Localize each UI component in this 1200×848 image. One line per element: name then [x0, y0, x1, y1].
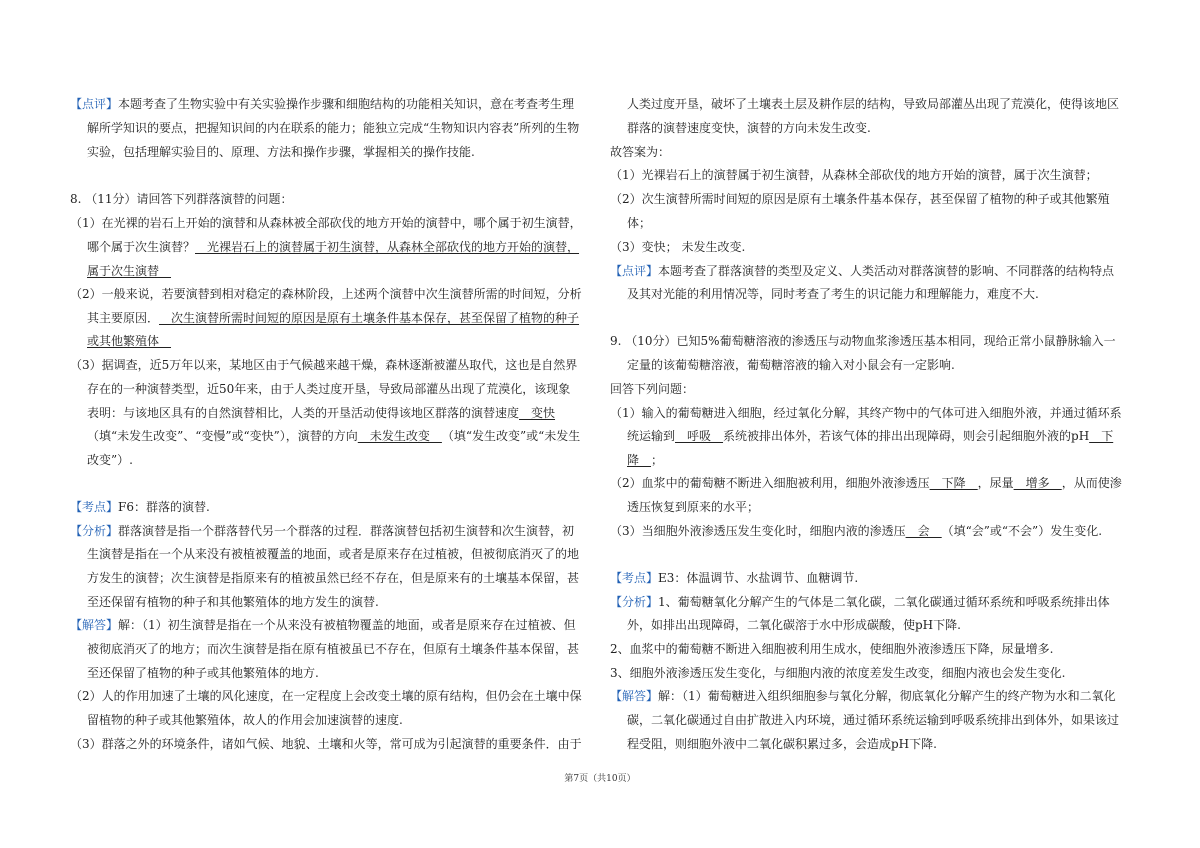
kaodian-text: E3：体温调节、水盐调节、血糖调节. [658, 571, 859, 585]
kaodian-text: F6：群落的演替. [118, 500, 210, 514]
question-9-title: 9. （10分）已知5%葡萄糖溶液的渗透压与动物血浆渗透压基本相同，现给正常小鼠静脉输入一 [610, 334, 1116, 348]
question-9-title: 定量的该葡萄糖溶液，葡萄糖溶液的输入对小鼠会有一定影响. [627, 358, 955, 372]
question-text: （3）当细胞外液渗透压发生变化时，细胞内液的渗透压 [610, 524, 906, 538]
answer-fill: __下降__ [929, 476, 978, 490]
question-8-part1 [87, 263, 171, 279]
analysis-tag: 【分析】 [610, 595, 659, 609]
analysis-line [70, 523, 574, 539]
solution-line [610, 688, 1116, 704]
analysis-text: 1、葡萄糖氧化分解产生的气体是二氧化碳，二氧化碳通过循环系统和呼吸系统排出体 [658, 595, 1110, 609]
question-8-part3 [87, 405, 555, 421]
solution-line: （2）人的作用加速了土壤的风化速度，在一定程度上会改变土壤的原有结构，但仍会在土壤中保 [70, 689, 582, 703]
question-text: （填“会”或“不会”）发生变化. [941, 524, 1103, 538]
kaodian-line [70, 499, 210, 515]
page-footer: 第7页（共10页） [564, 774, 636, 784]
answer-fill: 或其他繁殖体__ [87, 334, 172, 348]
answer-line: （1）光裸岩石上的演替属于初生演替，从森林全部砍伐的地方开始的演替，属于次生演替； [610, 168, 1098, 182]
question-text: ，从而使渗 [1061, 476, 1122, 490]
question-8-part3: 存在的一种演替类型，近50年来，由于人类过度开垦，导致局部灌丛出现了荒漠化，该现象 [87, 382, 571, 396]
solution-line [70, 617, 576, 633]
answers-heading: 故答案为： [610, 145, 671, 159]
comment-line [70, 96, 574, 112]
question-text: 统运输到 [627, 429, 676, 443]
question-8-part1 [87, 239, 579, 255]
answer-fill: __会__ [905, 524, 942, 538]
answer-fill: __光裸岩石上的演替属于初生演替，从森林全部砍伐的地方开始的演替， [195, 240, 580, 254]
analysis-line: 方发生的演替；次生演替是指原来有的植被虽然已经不存在，但是原来有的土壤基本保留，甚 [87, 571, 580, 585]
analysis-line [610, 594, 1110, 610]
question-9-part1: （1）输入的葡萄糖进入细胞，经过氧化分解，其终产物中的气体可进入细胞外液，并通过循环系 [610, 406, 1122, 420]
question-8-part1: （1）在光裸的岩石上开始的演替和从森林被全部砍伐的地方开始的演替中，哪个属于初生演替， [70, 216, 582, 230]
answer-fill: 属于次生演替__ [87, 264, 172, 278]
analysis-line: 至还保留有植物的种子和其他繁殖体的地方发生的演替. [87, 595, 379, 609]
solution-line: 至还保留了植物的种子或其他繁殖体的地方. [87, 666, 319, 680]
answer-fill: __增多__ [1013, 476, 1062, 490]
kaodian-line [610, 570, 858, 586]
question-8-part3 [87, 428, 580, 444]
comment-tag: 【点评】 [70, 97, 119, 111]
comment-line: 实验，包括理解实验目的、原理、方法和操作步骤，掌握相关的操作技能. [87, 145, 475, 159]
analysis-line: 外，如排出出现障碍，二氧化碳溶于水中形成碳酸，使pH下降. [627, 618, 961, 632]
question-8-part2: （2）一般来说，若要演替到相对稳定的森林阶段，上述两个演替中次生演替所需的时间短，分析 [70, 287, 582, 301]
question-9-part2: 透压恢复到原来的水平； [627, 500, 760, 514]
question-text: 系统被排出体外，若该气体的排出出现障碍，则会引起细胞外液的pH [723, 429, 1090, 443]
question-9-part2 [610, 475, 1122, 491]
question-text: （填“未发生改变”、“变慢”或“变快”），演替的方向 [87, 429, 358, 443]
solution-line: （3）群落之外的环境条件，诸如气候、地貌、土壤和火等，常可成为引起演替的重要条件．由于 [70, 737, 582, 751]
comment-text: 本题考查了群落演替的类型及定义、人类活动对群落演替的影响、不同群落的结构特点 [658, 264, 1115, 278]
question-8-title: 8. （11分）请回答下列群落演替的问题： [70, 192, 293, 206]
answer-fill: 降__ [627, 453, 652, 467]
question-text: 其主要原因． [87, 311, 160, 325]
comment-line: 及其对光能的利用情况等，同时考查了考生的识记能力和理解能力，难度不大. [627, 287, 1039, 301]
kaodian-tag: 【考点】 [70, 500, 119, 514]
answer-fill: __未发生改变__ [357, 429, 442, 443]
question-text: 哪个属于次生演替？ [87, 240, 196, 254]
question-9-part3 [610, 523, 1102, 539]
comment-text: 本题考查了生物实验中有关实验操作步骤和细胞结构的功能相关知识，意在考查考生理 [118, 97, 575, 111]
answer-fill: __次生演替所需时间短的原因是原有土壤条件基本保存，甚至保留了植物的种子 [159, 311, 580, 325]
question-8-part2 [87, 310, 579, 326]
question-text: ； [651, 453, 664, 467]
answer-line: 体； [627, 216, 652, 230]
solution-tag: 【解答】 [610, 689, 659, 703]
question-8-part3: 改变”）. [87, 453, 133, 467]
kaodian-tag: 【考点】 [610, 571, 659, 585]
question-text: ，尿量 [977, 476, 1014, 490]
question-8-part2 [87, 333, 171, 349]
analysis-line: 2、血浆中的葡萄糖不断进入细胞被利用生成水，使细胞外液渗透压下降，尿量增多. [610, 642, 1054, 656]
answer-fill: __变快 [519, 406, 556, 420]
solution-line: 程受阻，则细胞外液中二氧化碳积累过多，会造成pH下降. [627, 737, 937, 751]
solution-text: 解：（1）葡萄糖进入组织细胞参与氧化分解，彻底氧化分解产生的终产物为水和二氧化 [658, 689, 1116, 703]
answer-fill: __呼吸__ [675, 429, 724, 443]
question-text: （填“发生改变”或“未发生 [441, 429, 581, 443]
solution-line: 留植物的种子或其他繁殖体，故人的作用会加速演替的速度. [87, 713, 403, 727]
answer-line: （2）次生演替所需时间短的原因是原有土壤条件基本保存，甚至保留了植物的种子或其他繁殖 [610, 192, 1110, 206]
solution-line: 人类过度开垦，破坏了土壤表土层及耕作层的结构，导致局部灌丛出现了荒漠化，使得该地区 [627, 97, 1120, 111]
comment-line: 解所学知识的要点，把握知识间的内在联系的能力；能独立完成“生物知识内容表”所列的生物 [87, 121, 580, 135]
question-text: 表明：与该地区具有的自然演替相比，人类的开垦活动使得该地区群落的演替速度 [87, 406, 520, 420]
solution-text: 解：（1）初生演替是指在一个从来没有被植物覆盖的地面，或者是原来存在过植被、但 [118, 618, 576, 632]
analysis-text: 群落演替是指一个群落替代另一个群落的过程．群落演替包括初生演替和次生演替，初 [118, 524, 575, 538]
answer-line: （3）变快； 未发生改变. [610, 240, 746, 254]
question-9-part1 [627, 452, 663, 468]
solution-line: 群落的演替速度变快，演替的方向未发生改变. [627, 121, 871, 135]
comment-tag: 【点评】 [610, 264, 659, 278]
question-8-part3: （3）据调查，近5万年以来，某地区由于气候越来越干燥，森林逐渐被灌丛取代，这也是自然界 [70, 358, 578, 372]
comment-line [610, 263, 1114, 279]
analysis-line: 生演替是指在一个从来没有被植被覆盖的地面，或者是原来存在过植被，但被彻底消灭了的地 [87, 547, 580, 561]
question-9-intro: 回答下列问题： [610, 382, 695, 396]
solution-line: 碳，二氧化碳通过自由扩散进入内环境，通过循环系统运输到呼吸系统排出到体外，如果该过 [627, 713, 1120, 727]
answer-fill: __下 [1089, 429, 1114, 443]
solution-tag: 【解答】 [70, 618, 119, 632]
analysis-tag: 【分析】 [70, 524, 119, 538]
analysis-line: 3、细胞外液渗透压发生变化，与细胞内液的浓度差发生改变，细胞内液也会发生变化. [610, 666, 1066, 680]
question-text: （2）血浆中的葡萄糖不断进入细胞被利用，细胞外液渗透压 [610, 476, 930, 490]
question-9-part1 [627, 428, 1113, 444]
solution-line: 被彻底消灭了的地方；而次生演替是指在原有植被虽已不存在，但原有土壤条件基本保留，甚 [87, 642, 580, 656]
